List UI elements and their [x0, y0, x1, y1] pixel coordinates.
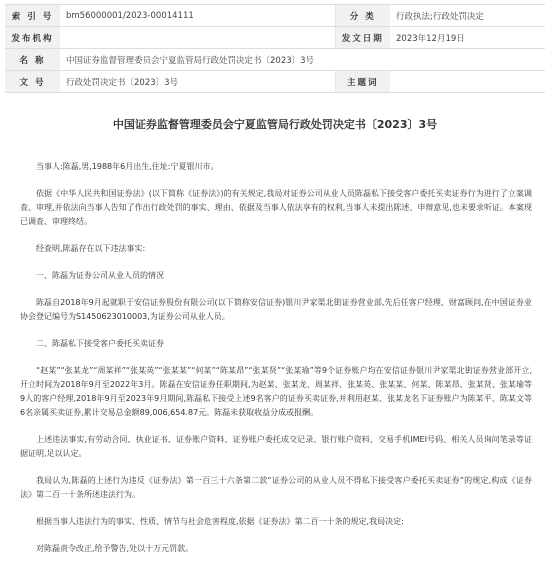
paragraph-accounts: “赵某”“张某龙”“周某祥”“张某英”“张某某”“何某”“陈某昂”“张某贤”“张某瑜”等9个证券账户均在安信证券银川尹家渠北街证券营业部开立,开立时间为2018年9月至2022年3月。陈磊在安信证券任职期间,为赵某、张某龙、周某祥、张某英、张某某、何某、陈某昂、张某贤、张某瑜等9人的客户经理,2018年9月至2023年9月期间,陈磊私下接受上述9名客户的证券买卖证券,并利用赵某、张某龙名下证券账户为陈某平、陈某文等6名亲属买卖证券,累计交易总金额89,006,654.87元。陈磊未获取收益分成或报酬。: [20, 366, 532, 417]
index-number-value: bm56000001/2023-00014111: [60, 5, 335, 27]
meta-row-index: [5, 5, 545, 27]
document-title: 中国证券监督管理委员会宁夏监管局行政处罚决定书〔2023〕3号: [112, 118, 438, 131]
doc-number-label: 文 号: [5, 71, 60, 93]
paragraph-basis: 依据《中华人民共和国证券法》(以下简称《证券法》)的有关规定,我局对证券公司从业人员陈磊私下接受客户委托买卖证券行为进行了立案调查、审理,并依法向当事人告知了作出行政处罚的事实、理由、依据及当事人依法享有的权利,当事人未提出陈述、申辩意见,也未要求听证。本案现已调查、审理终结。: [20, 189, 532, 226]
name-label: 名 称: [5, 49, 60, 71]
meta-row-doc-number: [5, 71, 545, 93]
section-heading-1: 一、陈磊为证券公司从业人员的情况: [36, 271, 164, 280]
meta-row-publisher: [5, 27, 545, 49]
paragraph-decision-basis: 根据当事人违法行为的事实、性质、情节与社会危害程度,依据《证券法》第二百一十条的规定,我局决定:: [36, 517, 404, 526]
subject-value: [390, 71, 545, 93]
paragraph-evidence: 上述违法事实,有劳动合同、执业证书、证券账户资料、证券账户委托成交记录、银行账户资料、交易手机IMEI号码、相关人员询问笔录等证据证明,足以认定。: [20, 435, 532, 458]
subject-label: 主题词: [335, 71, 390, 93]
paragraph-opinion: 我局认为,陈磊的上述行为违反《证券法》第一百三十六条第二款“证券公司的从业人员不得私下接受客户委托买卖证券”的规定,构成《证券法》第二百一十条所述违法行为。: [20, 476, 532, 499]
issue-date-label: 发文日期: [335, 27, 390, 49]
index-number-label: 索 引 号: [5, 5, 60, 27]
name-value: 中国证券监督管理委员会宁夏监管局行政处罚决定书〔2023〕3号: [60, 49, 545, 71]
category-label: 分 类: [335, 5, 390, 27]
issue-date-value: 2023年12月19日: [390, 27, 545, 49]
paragraph-findings-intro: 经查明,陈磊存在以下违法事实:: [36, 244, 146, 253]
doc-number-value: 行政处罚决定书〔2023〕3号: [60, 71, 335, 93]
document-body: [20, 160, 532, 556]
publisher-value: [60, 27, 335, 49]
section-heading-2: 二、陈磊私下接受客户委托买卖证券: [36, 339, 164, 348]
publisher-label: 发布机构: [5, 27, 60, 49]
category-value: 行政执法;行政处罚决定: [390, 5, 545, 27]
document-meta-table: [5, 4, 545, 93]
paragraph-penalty: 对陈磊责令改正,给予警告,处以十万元罚款。: [36, 544, 194, 553]
paragraph-employment: 陈磊自2018年9月起就职于安信证券股份有限公司(以下简称安信证券)银川尹家渠北街证券营业部,先后任客户经理、财富顾问,在中国证券业协会登记编号为S1450623010003,为证券公司从业人员。: [20, 298, 532, 321]
meta-row-name: [5, 49, 545, 71]
paragraph-party: 当事人:陈磊,男,1988年6月出生,住址:宁夏银川市。: [36, 162, 219, 171]
